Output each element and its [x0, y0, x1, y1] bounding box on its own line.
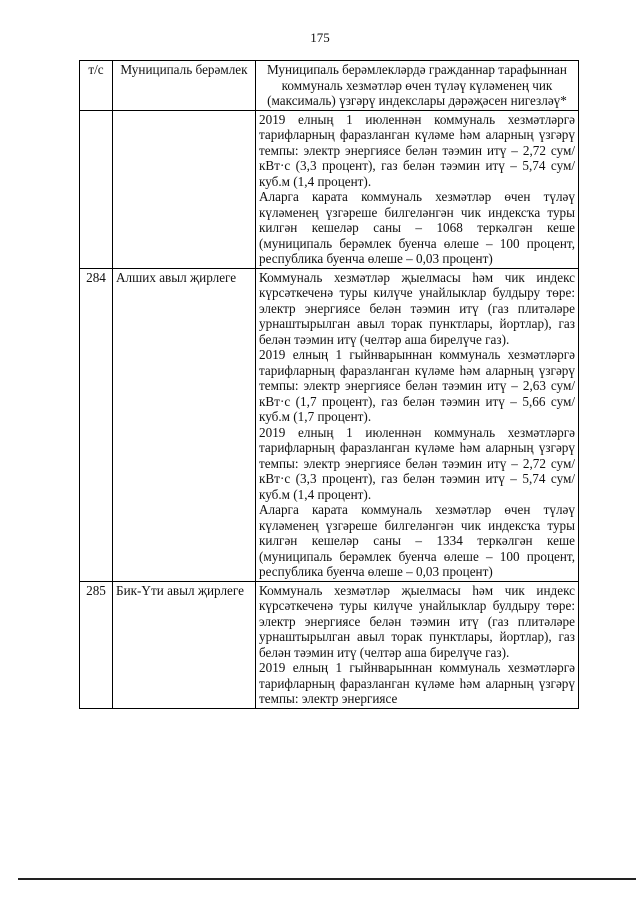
- paragraph: Коммуналь хезмәтләр җыелмасы һәм чик индекс күрсәткеченә туры килүче унайлыклар булдыру төре: электр энергиясе белән тәэмин итү (газ плитәләре урнаштырылган авыл торак пунктлары, йортлар), газ белән тәэмин итү (челтәр аша бирелүче газ).: [259, 582, 575, 660]
- page-number: 175: [310, 30, 330, 45]
- paragraph: 2019 елның 1 гыйнварыннан коммуналь хезмәтләргә тарифларның фаразланган күләме һәм аларның үзгәрү темпы: электр энергиясе: [259, 660, 575, 706]
- tariff-index-table: [79, 60, 579, 709]
- paragraph: Аларга карата коммуналь хезмәтләр өчен түләү күләменең үзгәреше билгеләнгән чик индексҡа туры килгән кешеләр саны – 1068 теркәлгән кеше (муниципаль берәмлек буенча өлеше – 100 процент, республика буенча өлеше – 0,03 процент): [259, 189, 575, 266]
- cell-description: [256, 268, 579, 581]
- paragraph: Аларга карата коммуналь хезмәтләр өчен түләү күләменең үзгәреше билгеләнгән чик индексҡа туры килгән кешеләр саны – 1334 теркәлгән кеше (муниципаль берәмлек буенча өлеше – 100 процент, республика буенча өлеше – 0,03 процент): [259, 502, 575, 579]
- paragraph: 2019 елның 1 гыйнварыннан коммуналь хезмәтләргә тарифларның фаразланган күләме һәм аларның үзгәрү темпы: электр энергиясе белән тәэмин итү – 2,63 сум/кВт·с (1,7 процент), газ белән тәэмин итү – 5,66 сум/куб.м (1,7 процент).: [259, 347, 575, 424]
- cell-num: [80, 110, 113, 268]
- cell-municipality: Алших авыл җирлеге: [113, 268, 256, 581]
- table-header-row: [80, 61, 579, 111]
- paragraph: 2019 елның 1 июленнән коммуналь хезмәтләргә тарифларның фаразланган күләме һәм аларның үзгәрү темпы: электр энергиясе белән тәэмин итү – 2,72 сум/кВт·с (3,3 процент), газ белән тәэмин итү – 5,74 сум/куб.м (1,4 процент).: [259, 111, 575, 189]
- scan-bottom-edge: [18, 878, 636, 880]
- paragraph: Коммуналь хезмәтләр җыелмасы һәм чик индекс күрсәткеченә туры килүче унайлыклар булдыру төре: электр энергиясе белән тәэмин итү (газ плитәләре урнаштырылган авыл торак пунктлары, йортлар), газ белән тәэмин итү (челтәр аша бирелүче газ).: [259, 269, 575, 347]
- header-description: Муниципаль берәмлекләрдә гражданнар тарафыннан коммуналь хезмәтләр өчен түләү күләменең чик (максималь) үзгәрү индекслары дәрәҗәсен нигезләү*: [256, 61, 579, 111]
- table-row: [80, 268, 579, 581]
- header-municipality: Муниципаль берәмлек: [113, 61, 256, 111]
- table-row: [80, 581, 579, 708]
- paragraph: 2019 елның 1 июленнән коммуналь хезмәтләргә тарифларның фаразланган күләме һәм аларның үзгәрү темпы: электр энергиясе белән тәэмин итү – 2,72 сум/кВт·с (3,3 процент), газ белән тәэмин итү – 5,74 сум/куб.м (1,4 процент).: [259, 424, 575, 502]
- cell-num: 285: [80, 581, 113, 708]
- cell-description: [256, 581, 579, 708]
- table-row-continuation: [80, 110, 579, 268]
- cell-municipality: Бик-Үти авыл җирлеге: [113, 581, 256, 708]
- cell-num: 284: [80, 268, 113, 581]
- cell-description: [256, 110, 579, 268]
- cell-municipality: [113, 110, 256, 268]
- header-num: т/с: [80, 61, 113, 111]
